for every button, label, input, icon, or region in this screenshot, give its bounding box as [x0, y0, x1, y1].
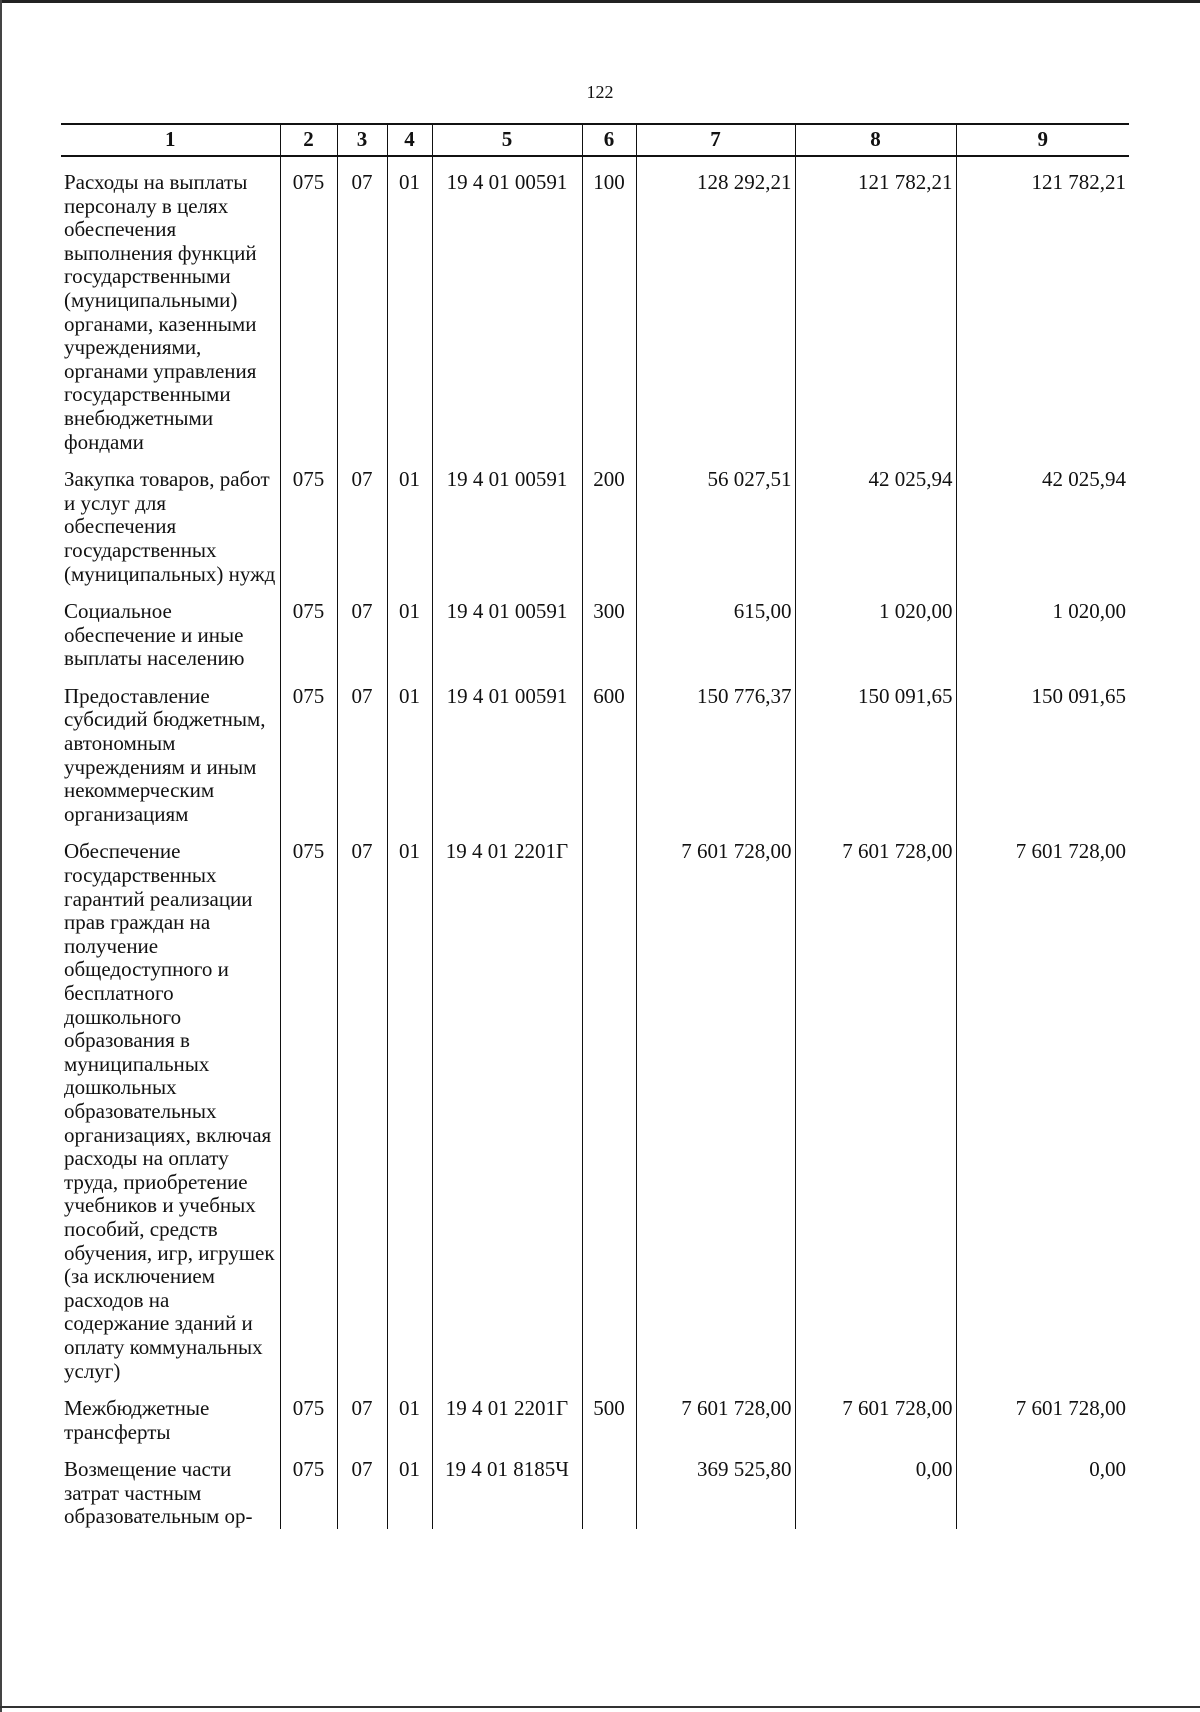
cell-section: 07: [337, 1458, 387, 1529]
cell-ministry: 075: [280, 1458, 337, 1529]
cell-amount-8: 0,00: [795, 1458, 956, 1529]
cell-amount-9: 121 782,21: [956, 171, 1129, 454]
cell-section: 07: [337, 1397, 387, 1444]
cell-ministry: 075: [280, 840, 337, 1383]
cell-ministry: 075: [280, 685, 337, 827]
cell-amount-7: 56 027,51: [636, 468, 795, 586]
row-name: Межбюджетные трансферты: [64, 1396, 210, 1444]
cell-section: 07: [337, 600, 387, 671]
cell-amount-8: 1 020,00: [795, 600, 956, 671]
page-number: 122: [586, 82, 614, 102]
cell-target-code: 19 4 01 00591: [432, 468, 582, 586]
column-header: 5: [432, 124, 582, 156]
cell-target-code: 19 4 01 8185Ч: [432, 1458, 582, 1529]
column-header: 7: [636, 124, 795, 156]
cell-expense-type: 100: [582, 171, 636, 454]
cell-amount-9: 150 091,65: [956, 685, 1129, 827]
cell-amount-7: 150 776,37: [636, 685, 795, 827]
cell-target-code: 19 4 01 00591: [432, 600, 582, 671]
column-header: 9: [956, 124, 1129, 156]
cell-amount-7: 7 601 728,00: [636, 840, 795, 1383]
cell-expense-type: 600: [582, 685, 636, 827]
cell-amount-7: 7 601 728,00: [636, 1397, 795, 1444]
page-bottom-border: [0, 1706, 1200, 1708]
cell-target-code: 19 4 01 00591: [432, 685, 582, 827]
column-header: 4: [387, 124, 432, 156]
table-row: [61, 1458, 1129, 1529]
table-row: [61, 1397, 1129, 1444]
cell-section: 07: [337, 171, 387, 454]
cell-ministry: 075: [280, 1397, 337, 1444]
cell-subsection: 01: [387, 1458, 432, 1529]
table-header-row: [61, 124, 1129, 156]
page-top-border: [0, 0, 1200, 3]
row-name: Социальное обеспечение и иные выплаты населению: [64, 599, 245, 671]
budget-table: [61, 123, 1129, 1529]
cell-target-code: 19 4 01 2201Г: [432, 1397, 582, 1444]
cell-amount-9: 7 601 728,00: [956, 840, 1129, 1383]
cell-amount-8: 42 025,94: [795, 468, 956, 586]
cell-amount-9: 1 020,00: [956, 600, 1129, 671]
table-row: [61, 600, 1129, 671]
cell-expense-type: 300: [582, 600, 636, 671]
cell-amount-8: 7 601 728,00: [795, 840, 956, 1383]
cell-subsection: 01: [387, 1397, 432, 1444]
cell-amount-7: 369 525,80: [636, 1458, 795, 1529]
cell-subsection: 01: [387, 171, 432, 454]
column-header: 6: [582, 124, 636, 156]
cell-subsection: 01: [387, 468, 432, 586]
column-header: 8: [795, 124, 956, 156]
cell-amount-9: 42 025,94: [956, 468, 1129, 586]
cell-section: 07: [337, 685, 387, 827]
cell-subsection: 01: [387, 840, 432, 1383]
cell-ministry: 075: [280, 600, 337, 671]
cell-amount-8: 121 782,21: [795, 171, 956, 454]
cell-expense-type: [582, 840, 636, 1383]
cell-subsection: 01: [387, 600, 432, 671]
row-name: Расходы на выплаты персоналу в целях обеспечения выполнения функций государственными (муниципальными) органами, казенными учреждениями, органами управления государственными внебюджетными фондами: [64, 170, 257, 454]
cell-target-code: 19 4 01 00591: [432, 171, 582, 454]
row-name: Обеспечение государственных гарантий реализации прав граждан на получение общедоступного и бесплатного дошкольного образования в муниципальных дошкольных образовательных организациях, включая расходы на оплату труда, приобретение учебников и учебных пособий, средств обучения, игр, игрушек (за исключением расходов на содержание зданий и оплату коммунальных услуг): [64, 839, 275, 1383]
cell-amount-9: 0,00: [956, 1458, 1129, 1529]
cell-section: 07: [337, 840, 387, 1383]
cell-ministry: 075: [280, 171, 337, 454]
column-header: 1: [61, 124, 280, 156]
table-row: [61, 840, 1129, 1383]
cell-target-code: 19 4 01 2201Г: [432, 840, 582, 1383]
cell-subsection: 01: [387, 685, 432, 827]
row-name: Закупка товаров, работ и услуг для обеспечения государственных (муниципальных) нужд: [64, 467, 276, 586]
table-row: [61, 171, 1129, 454]
cell-expense-type: [582, 1458, 636, 1529]
table-row: [61, 685, 1129, 827]
cell-amount-8: 7 601 728,00: [795, 1397, 956, 1444]
cell-section: 07: [337, 468, 387, 586]
column-header: 2: [280, 124, 337, 156]
cell-amount-9: 7 601 728,00: [956, 1397, 1129, 1444]
cell-expense-type: 200: [582, 468, 636, 586]
row-name: Предоставление субсидий бюджетным, автономным учреждениям и иным некоммерческим организациям: [64, 683, 266, 826]
row-name: Возмещение части затрат частным образовательным ор-: [64, 1457, 253, 1529]
cell-amount-7: 128 292,21: [636, 171, 795, 454]
cell-amount-7: 615,00: [636, 600, 795, 671]
cell-ministry: 075: [280, 468, 337, 586]
column-header: 3: [337, 124, 387, 156]
cell-expense-type: 500: [582, 1397, 636, 1444]
cell-amount-8: 150 091,65: [795, 685, 956, 827]
table-row: [61, 468, 1129, 586]
page-left-border: [0, 0, 2, 1712]
